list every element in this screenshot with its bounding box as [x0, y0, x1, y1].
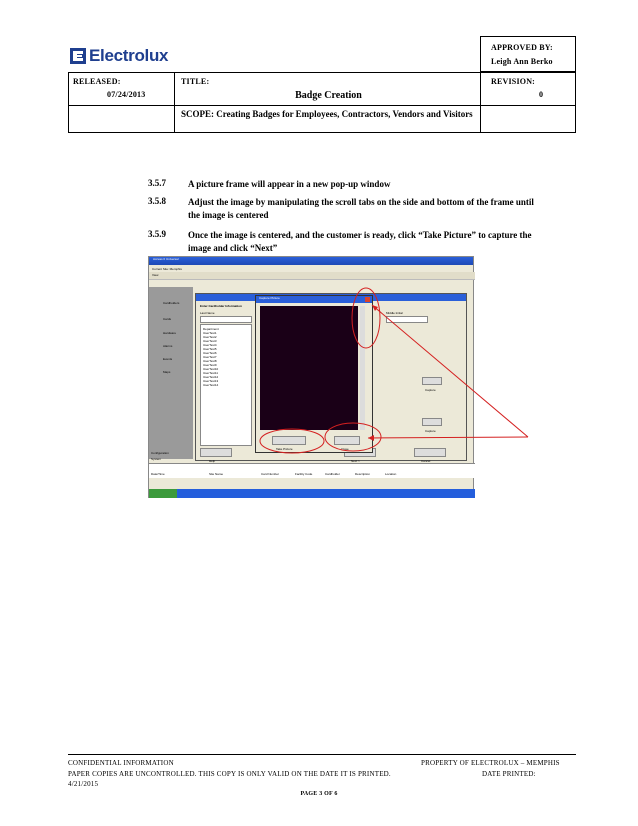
property-label: PROPERTY OF ELECTROLUX – MEMPHIS	[421, 759, 560, 767]
field-label: UserText6	[203, 351, 217, 355]
cancel-button[interactable]: Cancel	[414, 448, 446, 457]
column-header: Cardholder	[325, 472, 340, 476]
middle-initial-label: Middle Initial	[386, 311, 403, 315]
start-button[interactable]: start	[149, 489, 177, 498]
sidebar-item-configuration[interactable]: Configuration	[151, 451, 169, 455]
field-label: UserText14	[203, 383, 219, 387]
sidebar-item-cardholders[interactable]: Cardholders	[163, 301, 180, 305]
column-header: Card Number	[261, 472, 280, 476]
released-value: 07/24/2013	[107, 90, 146, 99]
step-text: A picture frame will appear in a new pop-up window	[188, 179, 391, 189]
paper-copies-notice: PAPER COPIES ARE UNCONTROLLED. THIS COPY IS ONLY VALID ON THE DATE IT IS PRINTED.	[68, 770, 391, 778]
sidebar-item-system[interactable]: System	[151, 457, 162, 461]
field-label: UserText2	[203, 335, 217, 339]
field-label: UserText12	[203, 375, 219, 379]
scope-label: SCOPE:	[181, 109, 215, 119]
help-button[interactable]: Help	[200, 448, 232, 457]
revision-value: 0	[539, 90, 544, 99]
column-header: Description	[355, 472, 371, 476]
column-header: Site Name	[209, 472, 224, 476]
popup-title: Capture Picture	[259, 296, 280, 300]
column-header: Location	[385, 472, 397, 476]
capture-button[interactable]: Capture	[422, 377, 442, 385]
close-button[interactable]: Close	[334, 436, 360, 445]
dialog-title: Enter Cardholder Information	[200, 304, 242, 308]
approved-by-label: APPROVED BY:	[491, 43, 553, 52]
field-label: UserText4	[203, 343, 217, 347]
field-label: UserText11	[203, 371, 218, 375]
sidebar-item-maps[interactable]: Maps	[163, 370, 171, 374]
field-label: UserText5	[203, 347, 217, 351]
field-label: UserText1	[203, 331, 217, 335]
take-picture-highlight-circle	[260, 429, 324, 453]
step-text: Adjust the image by manipulating the scroll tabs on the side and bottom of the frame until the image is centered	[188, 197, 534, 220]
field-label: UserText8	[203, 359, 217, 363]
date-printed-value: 4/21/2015	[68, 780, 99, 788]
field-label: UserText13	[203, 379, 219, 383]
revision-label: REVISION:	[491, 77, 536, 86]
sidebar-item-alarms[interactable]: Alarms	[163, 344, 173, 348]
field-label: UserText7	[203, 355, 217, 359]
arrow-head-icon	[368, 435, 374, 441]
arrow-head-icon	[372, 305, 378, 311]
step-text: Once the image is centered, and the customer is ready, click “Take Picture” to capture the image and click “Next”	[188, 230, 532, 253]
capture-button-2[interactable]: Capture	[422, 418, 442, 426]
field-label: UserText9	[203, 363, 217, 367]
column-header: Facility Code	[295, 472, 313, 476]
scrollbar-highlight-circle	[352, 288, 380, 348]
sidebar-item-cards[interactable]: Cards	[163, 317, 172, 321]
sidebar-item-events[interactable]: Events	[163, 357, 173, 361]
footer-rule	[68, 754, 576, 755]
arrow-to-scrollbar	[372, 305, 528, 437]
page-number: PAGE 3 OF 6	[300, 791, 338, 797]
step-number: 3.5.8	[148, 196, 166, 206]
last-name-label: Last Name	[200, 311, 215, 315]
next-button[interactable]: Next >	[344, 448, 376, 457]
take-picture-button[interactable]: Take Picture	[272, 436, 306, 445]
app-title: Access II Universal	[153, 257, 179, 261]
view-label: View	[152, 273, 159, 277]
released-label: RELEASED:	[73, 77, 121, 86]
field-label: Department	[203, 327, 219, 331]
date-printed-label: DATE PRINTED:	[482, 770, 536, 778]
arrow-to-bottom	[368, 437, 528, 438]
approved-by-value: Leigh Ann Berko	[491, 57, 553, 66]
brand-name: Electrolux	[89, 46, 169, 65]
site-label: Current Site: Memphis	[152, 267, 182, 271]
field-label: UserText3	[203, 339, 217, 343]
title-label: TITLE:	[181, 77, 210, 86]
confidential-label: CONFIDENTIAL INFORMATION	[68, 759, 174, 767]
column-header: Date/Time	[151, 472, 165, 476]
document-title: Badge Creation	[295, 90, 362, 101]
sidebar-item-hardware[interactable]: Hardware	[163, 331, 177, 335]
step-number: 3.5.7	[148, 178, 166, 188]
step-number: 3.5.9	[148, 229, 166, 239]
field-label: UserText10	[203, 367, 219, 371]
scope-value: Creating Badges for Employees, Contractors, Vendors and Visitors	[216, 109, 473, 119]
